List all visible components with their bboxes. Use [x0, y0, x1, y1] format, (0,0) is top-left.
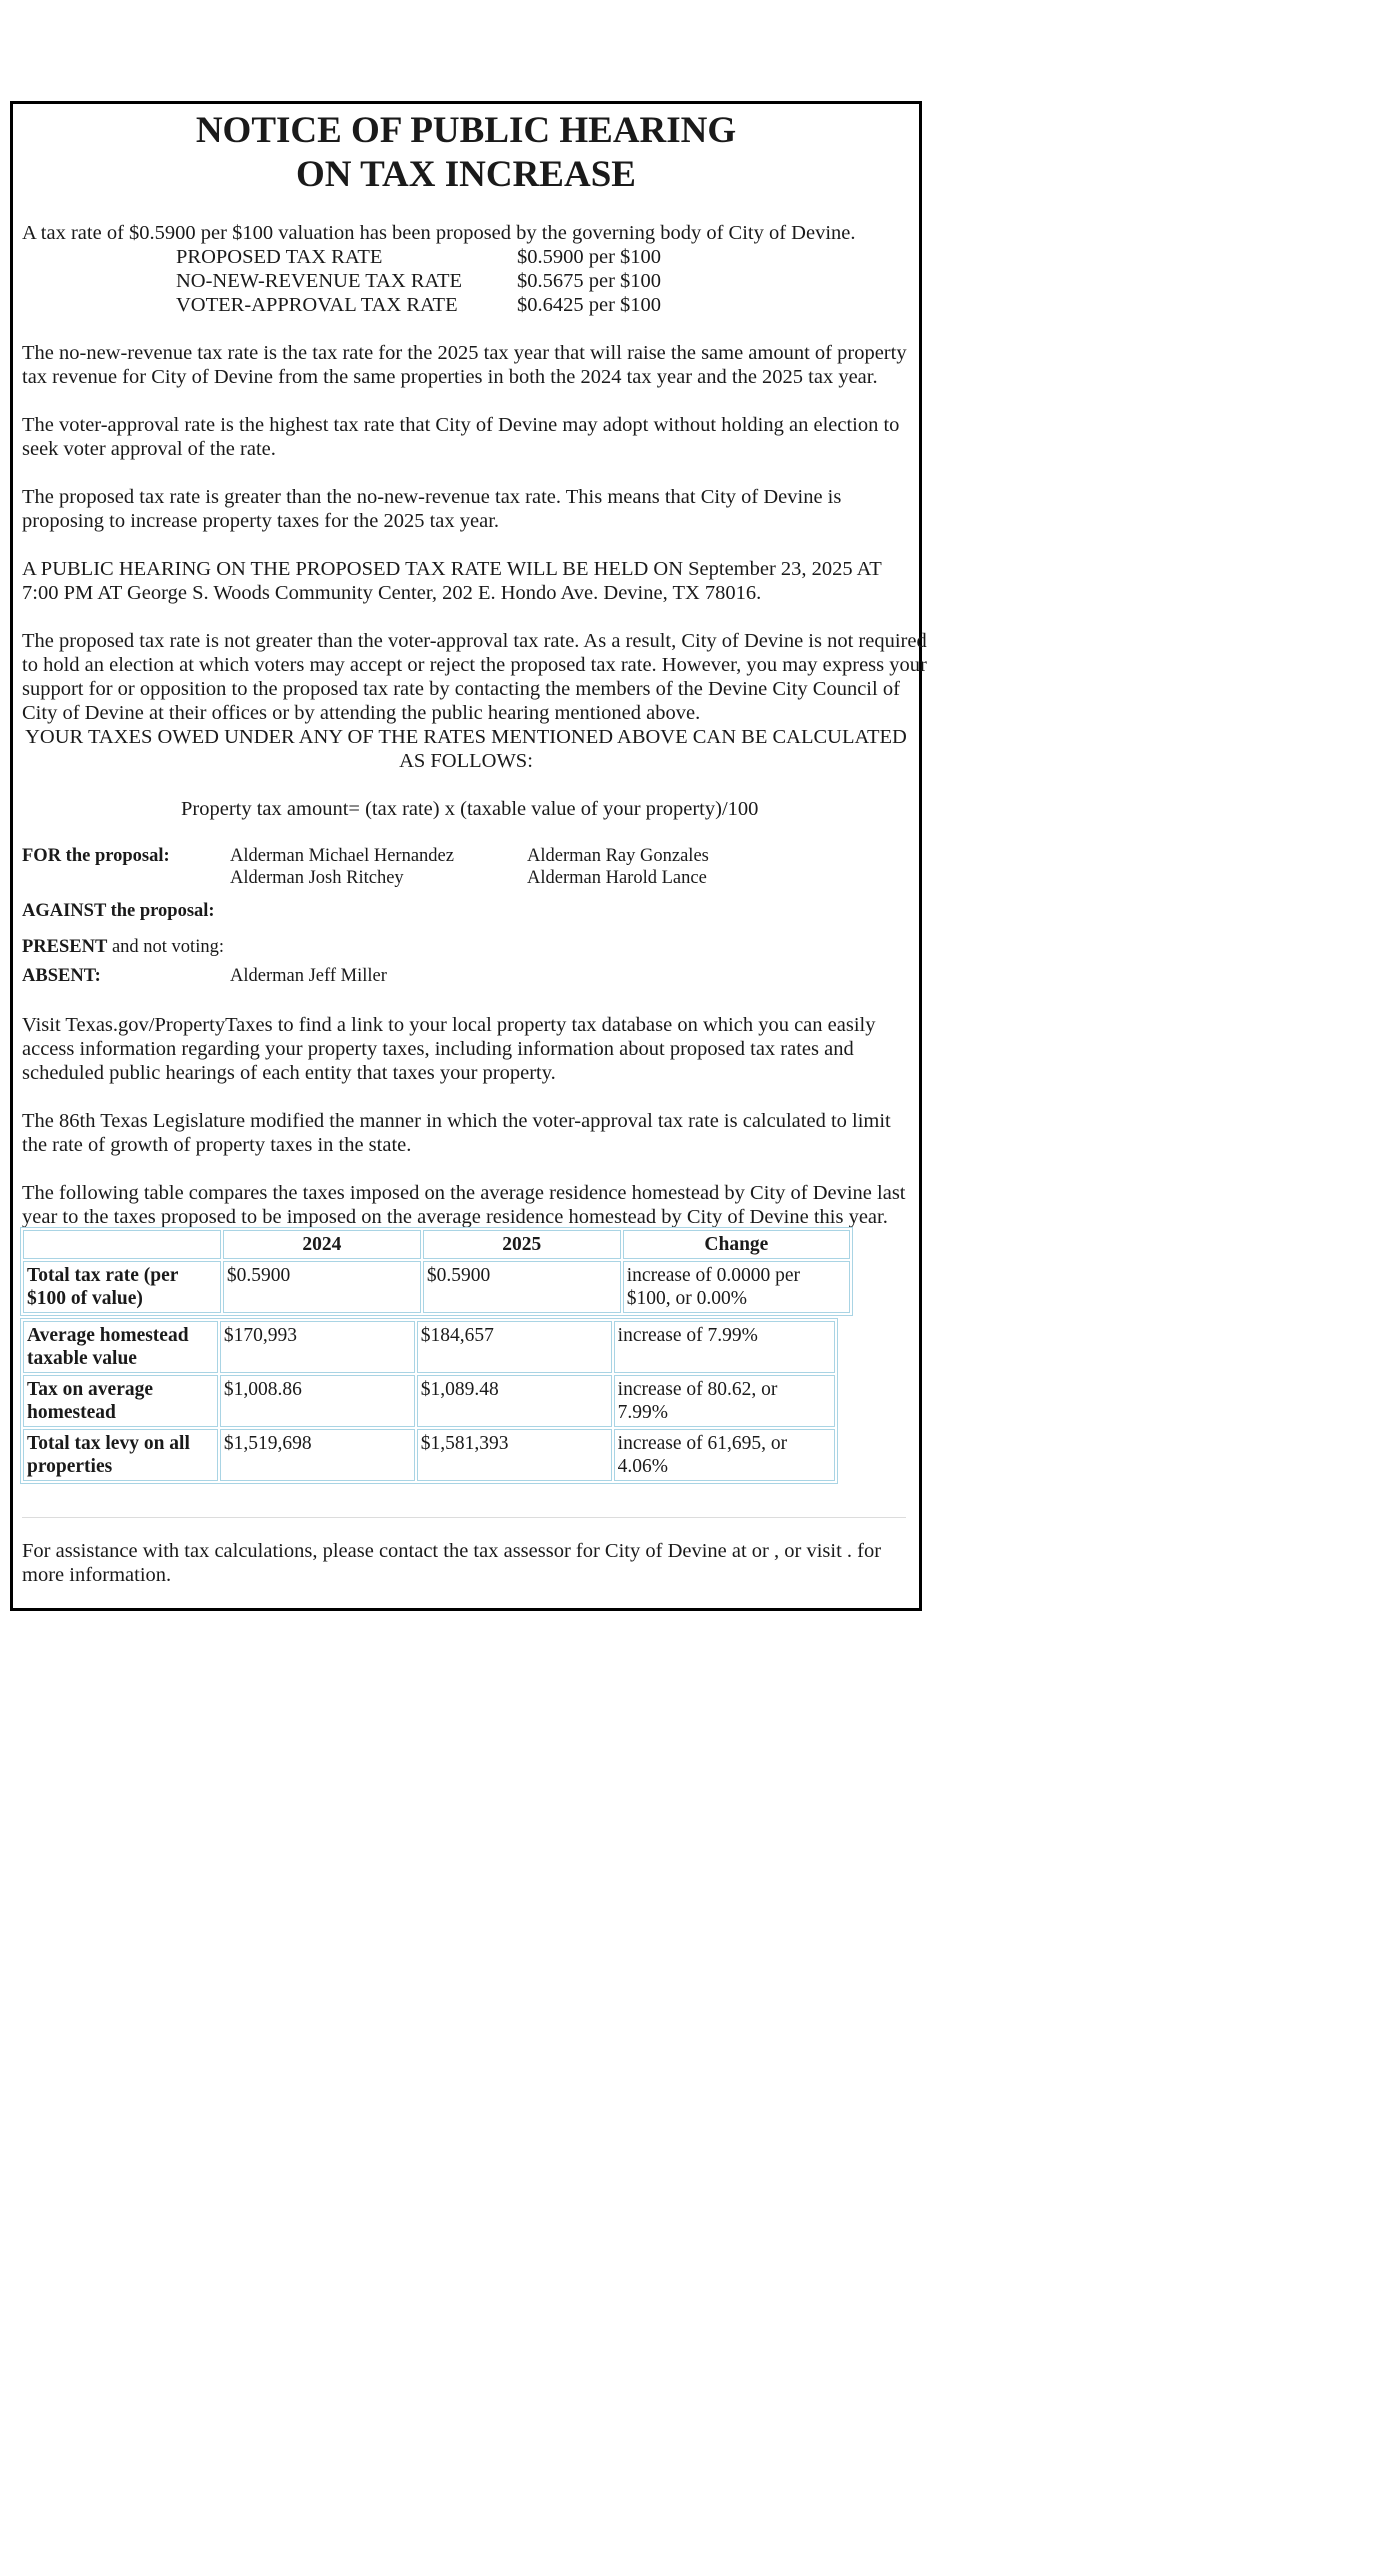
- table-cell: $1,519,698: [220, 1429, 415, 1481]
- paragraph-table-intro: The following table compares the taxes imposed on the average residence homestead by City of Devine last year to the taxes proposed to be imposed on the average residence homestead by City of Devine this year.: [22, 1182, 906, 1228]
- rate-value-no-new-revenue: $0.5675 per $100: [517, 270, 662, 292]
- table-header: 2024: [223, 1230, 421, 1259]
- rate-value-voter-approval: $0.6425 per $100: [517, 294, 662, 316]
- tax-formula: Property tax amount= (tax rate) x (taxable value of your property)/100: [181, 798, 759, 820]
- for-member: Alderman Michael Hernandez: [230, 846, 454, 866]
- table-cell: increase of 0.0000 per $100, or 0.00%: [623, 1261, 850, 1313]
- table-cell: increase of 7.99%: [614, 1321, 835, 1373]
- table-row: [23, 1321, 835, 1373]
- table-cell: increase of 80.62, or 7.99%: [614, 1375, 835, 1427]
- paragraph-voter-approval: The voter-approval rate is the highest tax rate that City of Devine may adopt without holding an election to seek voter approval of the rate.: [22, 414, 900, 460]
- table-row: [23, 1375, 835, 1427]
- row-label: Tax on average homestead: [23, 1375, 218, 1427]
- table-header: 2025: [423, 1230, 621, 1259]
- table-header: [23, 1230, 221, 1259]
- notice-title-line1: NOTICE OF PUBLIC HEARING: [195, 110, 737, 151]
- for-member: Alderman Ray Gonzales: [527, 846, 709, 866]
- for-label: FOR the proposal:: [22, 846, 170, 866]
- table-cell: $0.5900: [423, 1261, 621, 1313]
- table-row: [23, 1429, 835, 1481]
- table-cell: $0.5900: [223, 1261, 421, 1313]
- notice-box: [10, 101, 927, 1611]
- row-label: Average homestead taxable value: [23, 1321, 218, 1373]
- row-label: Total tax levy on all properties: [23, 1429, 218, 1481]
- table-cell: $1,008.86: [220, 1375, 415, 1427]
- for-member: Alderman Josh Ritchey: [230, 868, 404, 888]
- rate-label-no-new-revenue: NO-NEW-REVENUE TAX RATE: [176, 270, 463, 292]
- present-label: PRESENT: [22, 937, 108, 957]
- table-row: [23, 1261, 850, 1313]
- table-cell: $1,089.48: [417, 1375, 612, 1427]
- absent-label: ABSENT:: [22, 966, 101, 986]
- table-cell: $170,993: [220, 1321, 415, 1373]
- rate-value-proposed: $0.5900 per $100: [517, 246, 662, 268]
- paragraph-not-greater: The proposed tax rate is not greater than the voter-approval tax rate. As a result, City of Devine is not required to hold an election at which voters may accept or reject the proposed tax rate. However, you may express your support for or opposition to the proposed tax rate by contacting the members of the Devine City Council of City of Devine at their offices or by attending the public hearing mentioned above.: [22, 630, 927, 724]
- notice-title-line2: ON TAX INCREASE: [296, 154, 636, 195]
- row-label: Total tax rate (per $100 of value): [23, 1261, 221, 1313]
- intro-text: A tax rate of $0.5900 per $100 valuation has been proposed by the governing body of City of Devine.: [22, 222, 856, 244]
- table-header: Change: [623, 1230, 850, 1259]
- calc-heading: YOUR TAXES OWED UNDER ANY OF THE RATES MENTIONED ABOVE CAN BE CALCULATED AS FOLLOWS:: [25, 726, 907, 772]
- paragraph-hearing: A PUBLIC HEARING ON THE PROPOSED TAX RATE WILL BE HELD ON September 23, 2025 AT 7:00 PM AT George S. Woods Community Center, 202 E. Hondo Ave. Devine, TX 78016.: [22, 558, 882, 604]
- divider: [22, 1517, 906, 1518]
- rate-label-voter-approval: VOTER-APPROVAL TAX RATE: [176, 294, 458, 316]
- table-cell: $1,581,393: [417, 1429, 612, 1481]
- paragraph-visit: Visit Texas.gov/PropertyTaxes to find a link to your local property tax database on which you can easily access information regarding your property taxes, including information about proposed tax rates and scheduled public hearings of each entity that taxes your property.: [22, 1014, 876, 1084]
- table-cell: increase of 61,695, or 4.06%: [614, 1429, 835, 1481]
- against-label: AGAINST the proposal:: [22, 901, 215, 921]
- table-header-row: [23, 1230, 850, 1259]
- rate-label-proposed: PROPOSED TAX RATE: [176, 246, 383, 268]
- paragraph-no-new-revenue: The no-new-revenue tax rate is the tax rate for the 2025 tax year that will raise the same amount of property tax revenue for City of Devine from the same properties in both the 2024 tax year and the 2025 tax year.: [22, 342, 907, 388]
- absent-member: Alderman Jeff Miller: [230, 966, 387, 986]
- present-suffix: and not voting:: [107, 937, 224, 957]
- tax-rate-table: [20, 1227, 853, 1316]
- paragraph-increase: The proposed tax rate is greater than the no-new-revenue tax rate. This means that City of Devine is proposing to increase property taxes for the 2025 tax year.: [22, 486, 842, 532]
- paragraph-legislature: The 86th Texas Legislature modified the manner in which the voter-approval tax rate is calculated to limit the rate of growth of property taxes in the state.: [22, 1110, 891, 1156]
- for-member: Alderman Harold Lance: [527, 868, 707, 888]
- paragraph-assistance: For assistance with tax calculations, please contact the tax assessor for City of Devine at or , or visit . for more information.: [22, 1540, 882, 1586]
- homestead-table: [20, 1318, 838, 1484]
- table-cell: $184,657: [417, 1321, 612, 1373]
- present-line: [22, 935, 224, 959]
